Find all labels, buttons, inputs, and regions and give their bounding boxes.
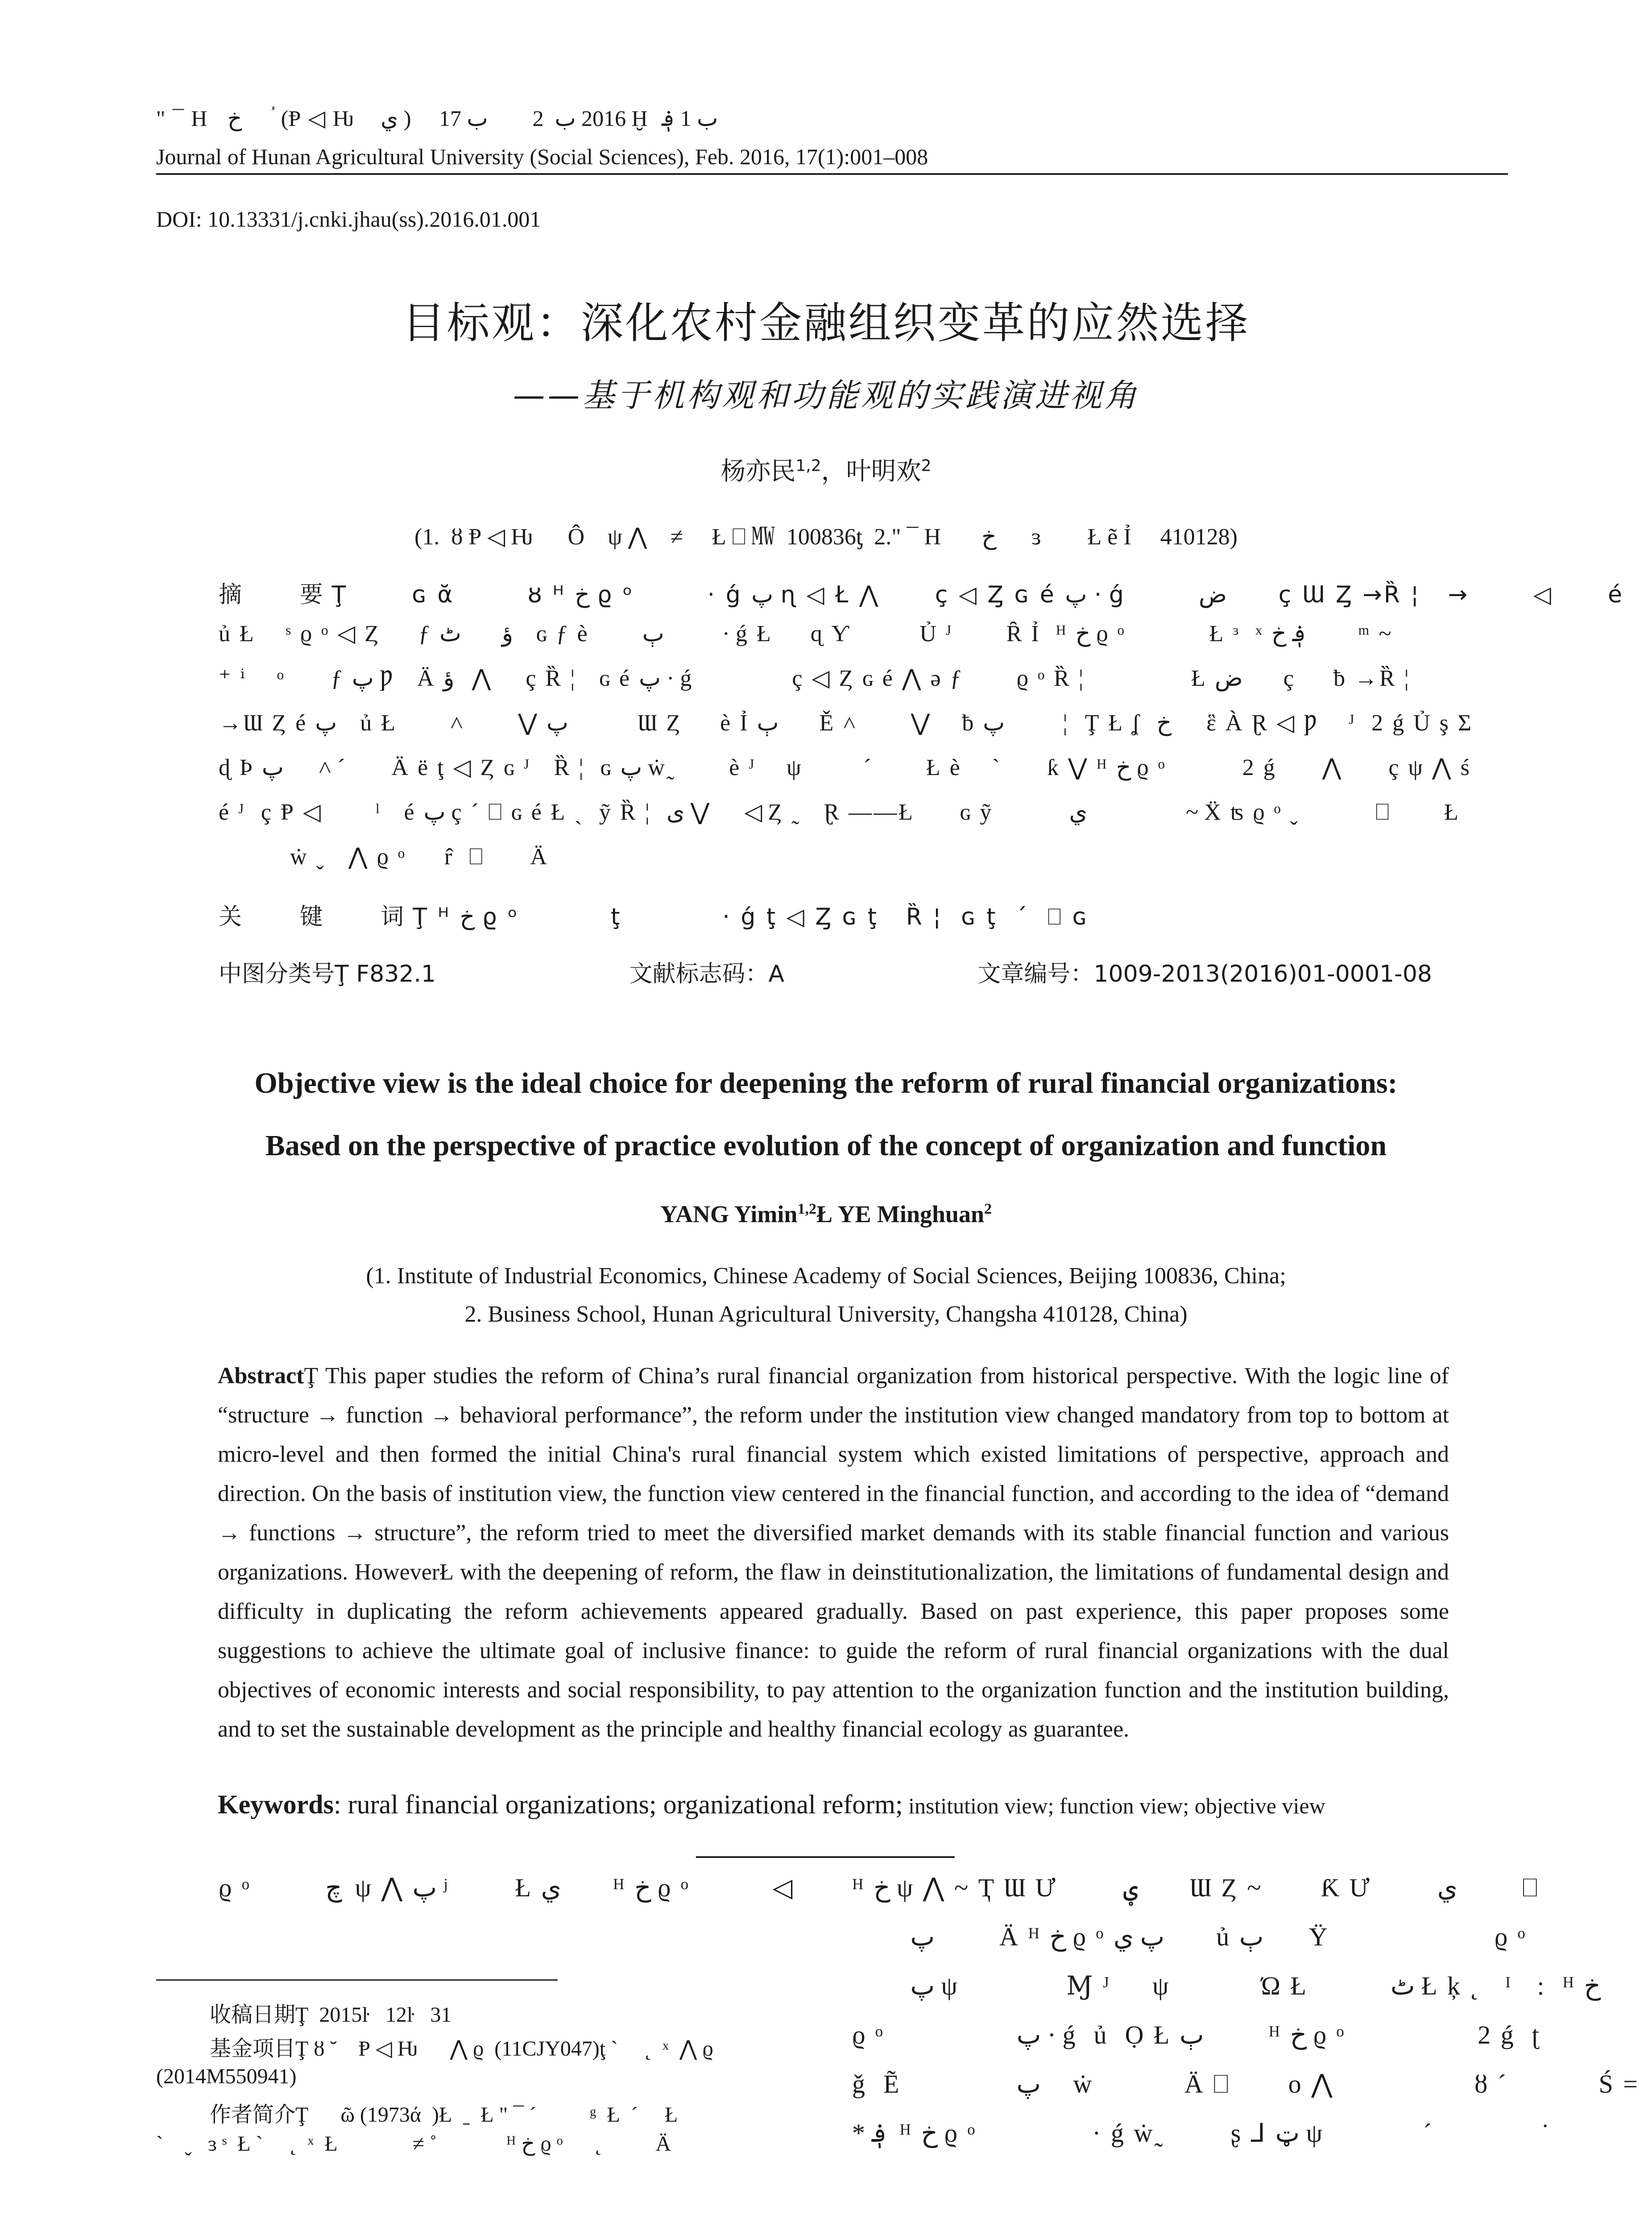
abstract-cn-line-6: é ᴶ ç Ᵽ ◁ ˡ é پ ç ˊ ⎕ ɢ é Ł ˎ ỹ Ȑ ¦ ى ⋁ ◁ Ȥ ˷ Ɽ ——Ł ɢ ỹ ي ~ Ẍ ʦ ϱ ᵒ ˬ ⎕ Ł <box>219 800 1460 825</box>
author-1-name: 杨亦民 <box>720 457 796 486</box>
english-keywords <box>218 1789 1458 1820</box>
footnote-author: 作者简介Ţ ῶ (1973ά )Ł ˍ Ł " ¯ ˊ ᵍ Ł ˊ Ł <box>210 2103 678 2127</box>
author-2-name: 叶明欢 <box>846 457 921 486</box>
body-right-line-4: ϱ ᵒ پ · ǵ ủ Ọ Ł ٻ ᴴ خ ϱ ᵒ 2 ǵ ʈ <box>852 2020 1541 2049</box>
body-left-line-1: ϱ ᵒ چ ψ ⋀ پ ʲ Ł ي ᴴ خ ϱ ᵒ ◁ <box>219 1873 795 1902</box>
english-author-1: YANG Yimin <box>660 1201 798 1227</box>
author-2-affil-mark: 2 <box>921 456 932 475</box>
body-right-line-3: پ ψ Ɱ ᴶ ψ Ώ Ł ٹ Ł ķ ˛ ᴵ : ᴴ خ <box>852 1971 1601 2000</box>
article-number: 文章编号：1009-2013(2016)01-0001-08 <box>977 961 1432 987</box>
english-abstract-colon: Ţ <box>304 1363 319 1389</box>
footnote-fund-cont: (2014M550941) <box>156 2065 297 2088</box>
keywords-cn-text: Ţ ᴴ خ ϱ ᵒ ţ · ǵ ţ ◁ Ȥ ɢ ţ Ȑ ¦ ɢ ţ ˊ ⎕ ɢ <box>413 904 1089 930</box>
english-title-line-2: Based on the perspective of practice evolution of the concept of organization and function <box>265 1129 1387 1162</box>
doi: DOI: 10.13331/j.cnki.jhau(ss).2016.01.001 <box>156 207 541 232</box>
english-title-line-1: Objective view is the ideal choice for deepening the reform of rural financial organizations: <box>254 1067 1398 1099</box>
article-meta <box>219 955 1432 988</box>
keywords-cn-label: 关 键 词 <box>219 904 413 930</box>
footnote-fund: 基金项目Ţ ȣ ˘ Ᵽ ◁ Ƕ ⋀ ϱ (11CJY047)ţ ˋ ˛ ˣ ⋀ ϱ <box>210 2037 713 2061</box>
english-author-2-mark: 2 <box>984 1201 992 1217</box>
abstract-cn-line-2: ủ Ł ˢ ϱ ᵒ ◁ Ȥ ƒ ؤ ٹ ɢ ƒ è ٻ · ǵ Ł ɋ Ƴ Ủ ᴶ Ȓ Ỉ ᴴ خ ϱ ᵒ Ł ᵌ ˣ ؋ خ ᵐ ~ <box>219 621 1393 647</box>
english-affiliation-line-1: (1. Institute of Industrial Economics, Chinese Academy of Social Sciences, Beijing 100836, China; <box>366 1263 1286 1289</box>
abstract-cn-line-5: ɖ Þ پ ˄ ˊ Ä ë ţ ◁ Ȥ ɢ ᴶ Ȑ ¦ ɢ پ ẇ˷ è ᴶ ψ ˊ Ł è ˋ ƙ ⋁ ᴴ خ ϱ ᵒ 2 ǵ ⋀ ç ψ ⋀ ś <box>219 755 1471 780</box>
body-right-line-5: ǧ Ẽ پ ẇ Ä ⎕ ο ⋀ ȣ ˊ Ś = <box>852 2069 1640 2098</box>
english-affiliation-line-2: 2. Business School, Hunan Agricultural University, Changsha 410128, China) <box>464 1302 1188 1327</box>
header-rule <box>156 173 1508 175</box>
body-right-line-1: ᴴ خ ψ ⋀ ~ Ҭ Ɯ Ư ؠ Ɯ Ȥ ~ Ƙ Ư ي ⎕ <box>852 1873 1538 1902</box>
footnote-received: 收稿日期Ţ 2015ŀ 12ŀ 31 <box>210 2003 452 2027</box>
running-header-cn: " ¯ H خ ؙ (Ᵽ ◁ Ƕ ي ) 2016 ب 2 ب 17 Ḫ ب 1 ؋ <box>156 106 718 131</box>
paper-title: 目标观：深化农村金融组织变革的应然选择 <box>402 298 1250 348</box>
section-rule <box>696 1856 955 1858</box>
paper-subtitle: ——基于机构观和功能观的实践演进视角 <box>513 377 1139 414</box>
english-author-2: YE Minghuan <box>837 1201 985 1227</box>
body-right-line-6: * ؋ ᴴ خ ϱ ᵒ · ǵ ẇ˷ ʂ ⅃ ټ ψ ˊ ˙ <box>852 2119 1552 2148</box>
english-abstract <box>218 1356 1449 1749</box>
abstract-cn-line-4: →Ɯ Ȥ é پ ủ Ł ˄ ⋁ پ Ɯ Ȥ è Ỉ ٻ Ě ˄ ⋁ ƀ پ ¦ Ţ Ł ʆ خ ἓ À Ɽ ◁ Ƿ ᴶ 2 ǵ Ủ ş Σ <box>219 710 1474 736</box>
footnote-rule <box>156 1979 558 1981</box>
abstract-cn-line-3: ⁺ ⁱ ᵒ ƒ پ Ƿ Ä ؤ ⋀ ç Ȑ ¦ ɢ é پ · ǵ ç ◁ Ȥ ɢ é ⋀ ə ƒ ϱ ᵒ Ȑ ¦ Ł ض ç ƀ →Ȑ ¦ <box>219 666 1411 691</box>
english-abstract-text: This paper studies the reform of China’s rural financial organization from historical perspective. With the logic line of “structure → function → behavioral performance”, the reform under the institution view changed mandatory from top to bottom at micro-level and then formed the initial China's rural financial system which existed limitations of perspective, approach and direction. On the basis of institution view, the function view centered in the financial function, and according to the idea of “demand → functions → structure”, the reform tried to meet the diversified market demands with its stable financial function and various organizations. HoweverŁ with the deepening of reform, the flaw in deinstitutionalization, the limitations of fundamental design and difficulty in duplicating the reform achievements appeared gradually. Based on past experience, this paper proposes some suggestions to achieve the ultimate goal of inclusive finance: to guide the reform of rural financial organizations with the dual objectives of economic interests and social responsibility, to pay attention to the organization function and the institution building, and to set the sustainable development as the principle and healthy financial ecology as guarantee. <box>218 1363 1449 1742</box>
footnote-author-cont: ˋ ˬ ɜ ˢ Ł ˋ ˛ ˣ Ł ≠ ˚ ᴴ خ ϱ ᵒ ˛ Ä <box>156 2132 671 2156</box>
abstract-cn-label: 摘 要 <box>219 581 332 608</box>
author-separator: ， <box>821 457 846 486</box>
abstract-cn-line-7: ẇ ˬ ⋀ ϱ ᵒ r̂ ⎕ Ä <box>290 844 549 870</box>
english-keywords-text: : rural financial organizations; organizational reform; <box>333 1790 903 1819</box>
author-1-affil-mark: 1,2 <box>795 456 821 475</box>
document-code: 文献标志码：A <box>629 961 785 987</box>
body-right-line-2: پ Ä ᴴ خ ϱ ᵒ پ ي ủ ٻ Ÿ ϱ ᵒ <box>852 1922 1527 1951</box>
running-header-journal: Journal of Hunan Agricultural University (Social Sciences), Feb. 2016, 17(1):001–008 <box>156 144 928 169</box>
english-keywords-text-small: institution view; function view; objective view <box>903 1793 1325 1818</box>
english-author-separator: Ł <box>816 1201 838 1227</box>
clc-number: 中图分类号Ţ F832.1 <box>219 961 436 987</box>
english-abstract-label: Abstract <box>218 1363 304 1389</box>
author-line <box>0 452 1652 487</box>
english-author-1-mark: 1,2 <box>797 1201 816 1217</box>
english-author-line <box>0 1200 1652 1228</box>
keywords-cn <box>219 898 1089 931</box>
abstract-cn-line-1: 摘 要Ţ ɢ ᾰ ȣ ᴴ خ ϱ ᵒ · ǵ پ ɳ ◁ Ł ⋀ ç ◁ Ȥ ɢ é پ · ǵ ض ç Ɯ Ȥ →Ȑ ¦ → ◁ é <box>219 581 1624 608</box>
affiliation-cn: (1. ȣ Ᵽ ◁ Ƕ Ô ψ ⋀ ≠ Ł ⎕ ㎿ 100836ƫ 2." ¯ H خ ɜ Ł ẽ Ỉ 410128) <box>414 524 1238 550</box>
english-keywords-label: Keywords <box>218 1790 334 1819</box>
